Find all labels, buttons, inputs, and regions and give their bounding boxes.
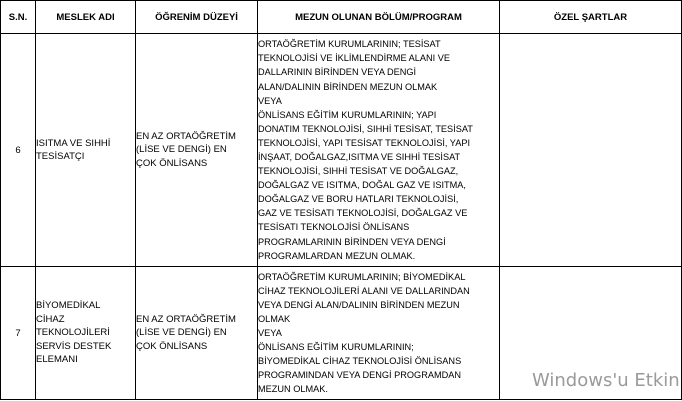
header-mezun: MEZUN OLUNAN BÖLÜM/PROGRAM xyxy=(258,1,500,34)
header-ogrenim: ÖĞRENİM DÜZEYİ xyxy=(136,1,258,34)
header-sn: S.N. xyxy=(1,1,36,34)
row-sn: 7 xyxy=(1,267,36,400)
row-sn: 6 xyxy=(1,34,36,267)
header-ozel: ÖZEL ŞARTLAR xyxy=(500,1,682,34)
row-mezun: ORTAÖĞRETİM KURUMLARININ; TESİSAT TEKNOLOJİSİ VE İKLİMLENDİRME ALANI VE DALLARININ BİRİNDEN VEYA DENGİ ALAN/DALININ BİRİNDEN MEZUN OLMAK VEYA ÖNLİSANS EĞİTİM KURUMLARININ; YAPI DONATIM TEKNOLOJİSİ, SIHHİ TESİSAT, TESİSAT TEKNOLOJİSİ, YAPI TESİSAT TEKNOLOJİSİ, YAPI İNŞAAT, DOĞALGAZ,ISITMA VE SIHHİ TESİSAT TEKNOLOJİSİ, SIHHİ TESİSAT VE DOĞALGAZ, DOĞALGAZ VE ISITMA, DOĞAL GAZ VE ISITMA, DOĞALGAZ VE BORU HATLARI TEKNOLOJİSİ, GAZ VE TESİSATI TEKNOLOJİSİ, DOĞALGAZ VE TESİSATI TEKNOLOJİSİ ÖNLİSANS PROGRAMLARININ BİRİNDEN VEYA DENGİ PROGRAMLARDAN MEZUN OLMAK. xyxy=(258,34,500,267)
row-ozel xyxy=(500,34,682,267)
header-row xyxy=(1,1,682,34)
row-meslek: BİYOMEDİKAL CİHAZ TEKNOLOJİLERİ SERVİS DESTEK ELEMANI xyxy=(36,267,136,400)
table-row xyxy=(1,34,682,267)
windows-activation-watermark: Windows'u Etkin xyxy=(532,370,680,391)
header-meslek: MESLEK ADI xyxy=(36,1,136,34)
row-ogrenim: EN AZ ORTAÖĞRETİM (LİSE VE DENGİ) EN ÇOK ÖNLİSANS xyxy=(136,34,258,267)
row-meslek: ISITMA VE SIHHİ TESİSATÇI xyxy=(36,34,136,267)
row-ogrenim: EN AZ ORTAÖĞRETİM (LİSE VE DENGİ) EN ÇOK ÖNLİSANS xyxy=(136,267,258,400)
row-mezun: ORTAÖĞRETİM KURUMLARININ; BİYOMEDİKAL CİHAZ TEKNOLOJİLERİ ALANI VE DALLARINDAN VEYA DENGİ ALAN/DALININ BİRİNDEN MEZUN OLMAK VEYA ÖNLİSANS EĞİTİM KURUMLARININ; BİYOMEDİKAL CİHAZ TEKNOLOJİSİ ÖNLİSANS PROGRAMINDAN VEYA DENGİ PROGRAMDAN MEZUN OLMAK. xyxy=(258,267,500,400)
